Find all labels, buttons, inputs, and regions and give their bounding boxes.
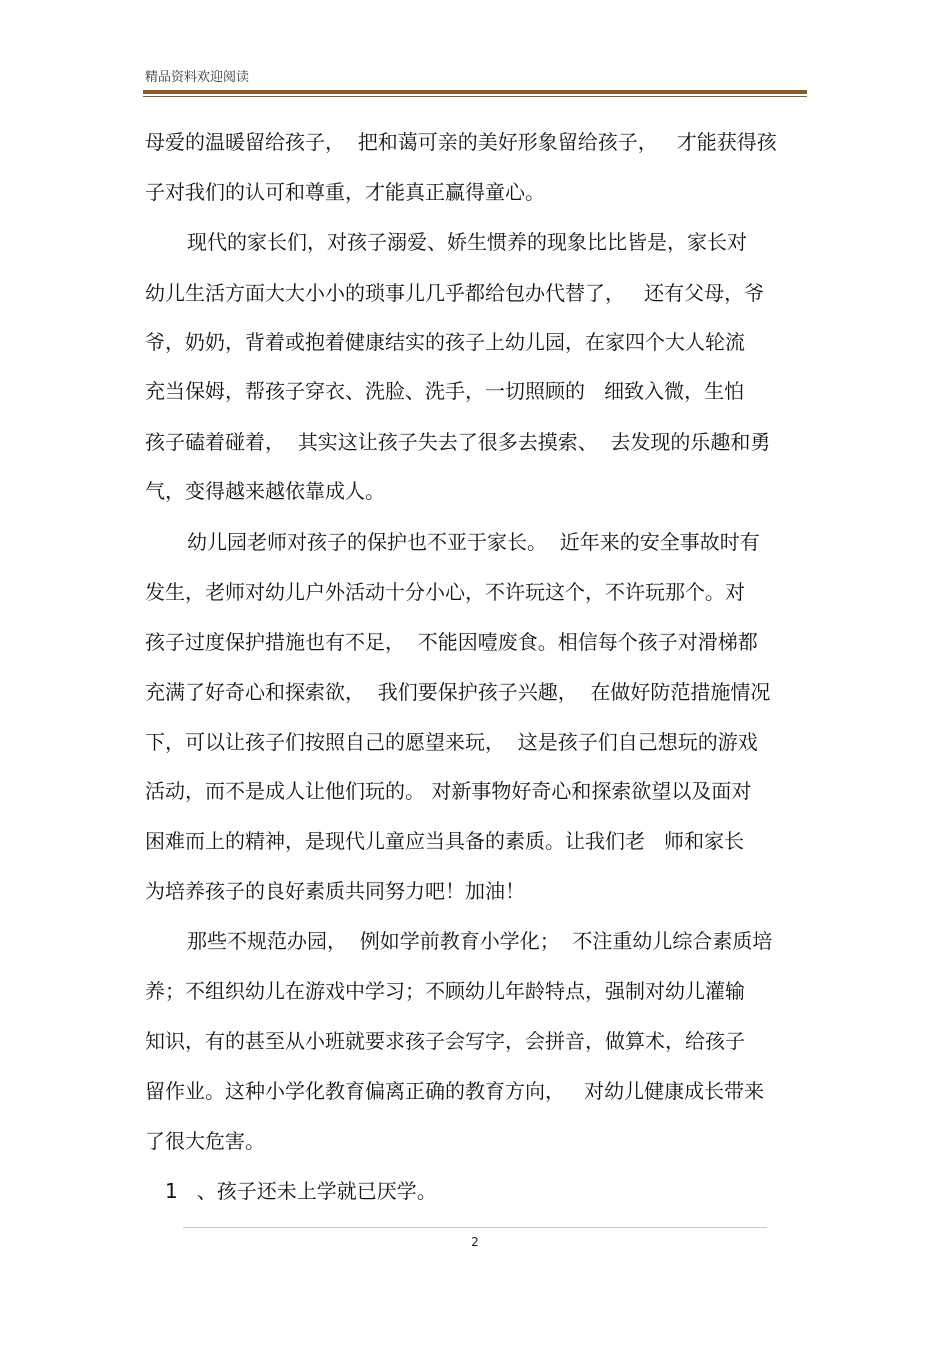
page-number: 2 xyxy=(471,1235,479,1249)
header-title: 精品资料欢迎阅读 xyxy=(145,70,250,85)
text-line: 活动，而不是成人让他们玩的。 对新事物好奇心和探索欲望以及面对 xyxy=(145,779,752,803)
text-line: 子对我们的认可和尊重，才能真正赢得童心。 xyxy=(145,180,545,204)
text-line: 了很大危害。 xyxy=(145,1129,265,1153)
text-line: 幼儿生活方面大大小小的琐事儿几乎都给包办代替了， 还有父母，爷 xyxy=(145,281,765,305)
text-line: 养；不组织幼儿在游戏中学习；不顾幼儿年龄特点，强制对幼儿灌输 xyxy=(145,979,745,1003)
text-line: 那些不规范办园， 例如学前教育小学化； 不注重幼儿综合素质培 xyxy=(187,929,773,953)
text-line: 困难而上的精神，是现代儿童应当具备的素质。让我们老 师和家长 xyxy=(145,829,745,853)
text-line: 留作业。这种小学化教育偏离正确的教育方向， 对幼儿健康成长带来 xyxy=(145,1079,765,1103)
header-divider xyxy=(143,90,807,94)
text-line: 为培养孩子的良好素质共同努力吧！加油！ xyxy=(145,879,525,903)
text-line: 知识，有的甚至从小班就要求孩子会写字，会拼音，做算术，给孩子 xyxy=(145,1029,745,1053)
text-line: 充满了好奇心和探索欲， 我们要保护孩子兴趣， 在做好防范措施情况 xyxy=(145,680,771,704)
text-line: 发生，老师对幼儿户外活动十分小心，不许玩这个，不许玩那个。对 xyxy=(145,580,745,604)
text-line: 孩子过度保护措施也有不足， 不能因噎废食。相信每个孩子对滑梯都 xyxy=(145,630,758,654)
text-line: 现代的家长们，对孩子溺爱、娇生惯养的现象比比皆是，家长对 xyxy=(187,230,747,254)
text-line: 下，可以让孩子们按照自己的愿望来玩， 这是孩子们自己想玩的游戏 xyxy=(145,730,758,754)
text-line: 爷，奶奶，背着或抱着健康结实的孩子上幼儿园，在家四个大人轮流 xyxy=(145,330,745,354)
text-line: 充当保姆，帮孩子穿衣、洗脸、洗手，一切照顾的 细致入微，生怕 xyxy=(145,379,745,403)
text-line: 母爱的温暖留给孩子， 把和蔼可亲的美好形象留给孩子， 才能获得孩 xyxy=(145,130,777,154)
text-line: 幼儿园老师对孩子的保护也不亚于家长。 近年来的安全事故时有 xyxy=(187,530,760,554)
list-item: 1 、孩子还未上学就已厌学。 xyxy=(165,1179,437,1203)
footer-divider xyxy=(183,1227,767,1228)
header-divider-thin xyxy=(143,96,807,97)
text-line: 孩子磕着碰着， 其实这让孩子失去了很多去摸索、 去发现的乐趣和勇 xyxy=(145,430,771,454)
text-line: 气，变得越来越依靠成人。 xyxy=(145,479,385,503)
